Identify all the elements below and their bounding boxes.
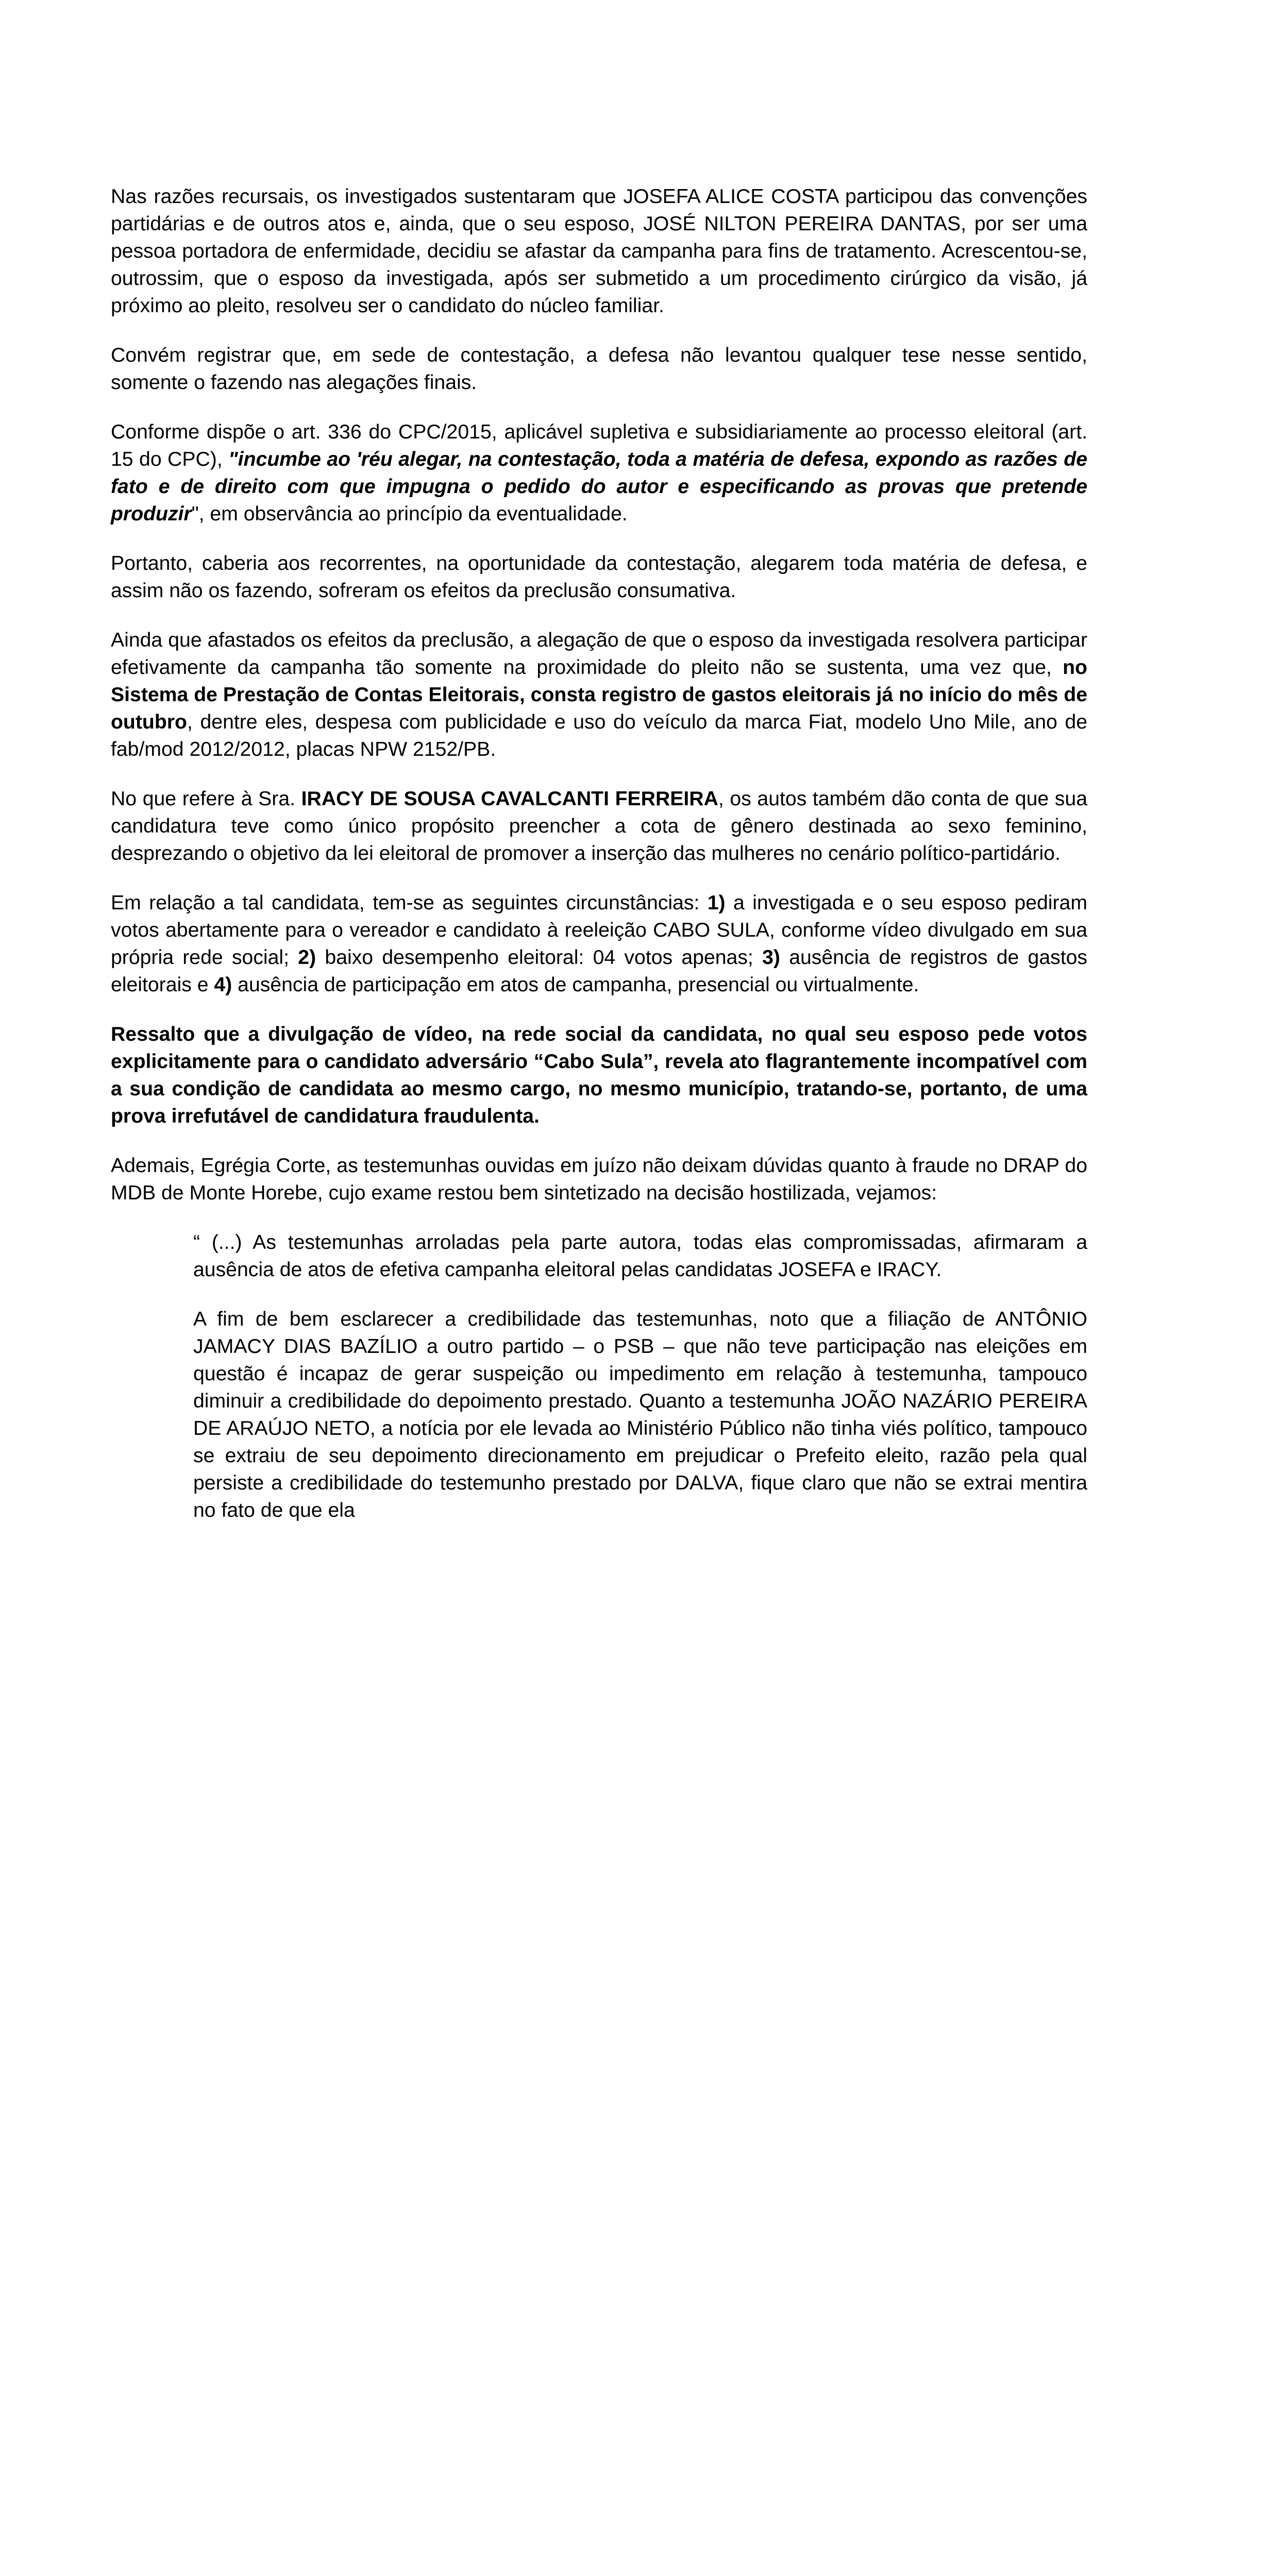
paragraph: [111, 1021, 1087, 1130]
paragraph: [111, 550, 1087, 604]
text-segment: , os autos também dão conta de que sua candidatura teve como único propósito preencher a cota de gênero destinada ao sexo feminino, desprezando o objetivo da lei eleitoral de promover a inserção das mulheres no cenário político-partidário.: [111, 788, 1087, 865]
text-segment: ausência de participação em atos de campanha, presencial ou virtualmente.: [232, 974, 919, 996]
text-segment: Conforme dispõe o art. 336 do CPC/2015, aplicável supletiva e subsidiariamente ao processo eleitoral (art. 15 do CPC),: [111, 421, 1087, 470]
paragraph: [111, 1152, 1087, 1207]
text-segment: Ainda que afastados os efeitos da preclusão, a alegação de que o esposo da investigada resolvera participar efetivamente da campanha tão somente na proximidade do pleito não se sustenta, uma vez que,: [111, 629, 1087, 679]
text-segment: No que refere à Sra.: [111, 788, 301, 810]
main-paragraphs: [111, 183, 1087, 1207]
text-segment: “ (...) As testemunhas arroladas pela parte autora, todas elas compromissadas, afirmaram a ausência de atos de efetiva campanha eleitoral pelas candidatas JOSEFA e IRACY.: [193, 1231, 1087, 1281]
paragraph: [111, 342, 1087, 396]
emphasis-text: Ressalto que a divulgação de vídeo, na rede social da candidata, no qual seu esposo pede votos explicitamente para o candidato adversário “Cabo Sula”, revela ato flagrantemente incompatível com a sua condição de candidata ao mesmo cargo, no mesmo município, tratando-se, portanto, de uma prova irrefutável de candidatura fraudulenta.: [111, 1023, 1087, 1127]
paragraph: [111, 183, 1087, 319]
document-body: [111, 183, 1087, 1546]
emphasis-text: 4): [214, 974, 232, 996]
paragraph: [111, 626, 1087, 763]
quote-paragraph: [193, 1306, 1087, 1524]
text-segment: ", em observância ao princípio da eventualidade.: [191, 503, 628, 525]
paragraph: [111, 889, 1087, 998]
text-segment: a investigada e o seu esposo pediram votos abertamente para o vereador e candidato à reeleição CABO SULA, conforme vídeo divulgado em sua própria rede social;: [111, 892, 1087, 969]
signature-footer: [0, 1664, 1278, 1808]
text-segment: Ademais, Egrégia Corte, as testemunhas ouvidas em juízo não deixam dúvidas quanto à fraude no DRAP do MDB de Monte Horebe, cujo exame restou bem sintetizado na decisão hostilizada, vejamos:: [111, 1155, 1087, 1204]
text-segment: baixo desempenho eleitoral: 04 votos apenas;: [316, 946, 763, 969]
emphasis-text: no Sistema de Prestação de Contas Eleitorais, consta registro de gastos eleitorais já no início do mês de outubro: [111, 656, 1087, 733]
text-segment: Portanto, caberia aos recorrentes, na oportunidade da contestação, alegarem toda matéria de defesa, e assim não os fazendo, sofreram os efeitos da preclusão consumativa.: [111, 552, 1087, 602]
emphasis-text: 1): [707, 892, 726, 914]
emphasis-text: "incumbe ao 'réu alegar, na contestação, toda a matéria de defesa, expondo as razões de fato e de direito com que impugna o pedido do autor e especificando as provas que pretende produzir: [111, 448, 1087, 525]
text-segment: Convém registrar que, em sede de contestação, a defesa não levantou qualquer tese nesse sentido, somente o fazendo nas alegações finais.: [111, 344, 1087, 394]
emphasis-text: IRACY DE SOUSA CAVALCANTI FERREIRA: [301, 788, 718, 810]
text-segment: Em relação a tal candidata, tem-se as seguintes circunstâncias:: [111, 892, 708, 914]
paragraph: [111, 785, 1087, 867]
text-segment: ausência de registros de gastos eleitorais e: [111, 946, 1088, 996]
text-segment: Nas razões recursais, os investigados sustentaram que JOSEFA ALICE COSTA participou das convenções partidárias e de outros atos e, ainda, que o seu esposo, JOSÉ NILTON PEREIRA DANTAS, por ser uma pessoa portadora de enfermidade, decidiu se afastar da campanha para fins de tratamento. Acrescentou-se, outrossim, que o esposo da investigada, após ser submetido a um procedimento cirúrgico da visão, já próximo ao pleito, resolveu ser o candidato do núcleo familiar.: [111, 185, 1087, 317]
quote-paragraph: [193, 1229, 1087, 1283]
emphasis-text: 2): [298, 946, 316, 969]
block-quote: [193, 1229, 1087, 1524]
text-segment: , dentre eles, despesa com publicidade e uso do veículo da marca Fiat, modelo Uno Mile, ano de fab/mod 2012/2012, placas NPW 2152/PB.: [111, 711, 1087, 760]
emphasis-text: 3): [762, 946, 780, 969]
text-segment: A fim de bem esclarecer a credibilidade das testemunhas, noto que a filiação de ANTÔNIO JAMACY DIAS BAZÍLIO a outro partido – o PSB – que não teve participação nas eleições em questão é incapaz de gerar suspeição ou impedimento em relação à testemunha, tampouco diminuir a credibilidade do depoimento prestado. Quanto a testemunha JOÃO NAZÁRIO PEREIRA DE ARAÚJO NETO, a notícia por ele levada ao Ministério Público não tinha viés político, tampouco se extraiu de seu depoimento direcionamento em prejudicar o Prefeito eleito, razão pela qual persiste a credibilidade do testemunho prestado por DALVA, fique claro que não se extrai mentira no fato de que ela: [193, 1308, 1087, 1521]
paragraph: [111, 418, 1087, 528]
